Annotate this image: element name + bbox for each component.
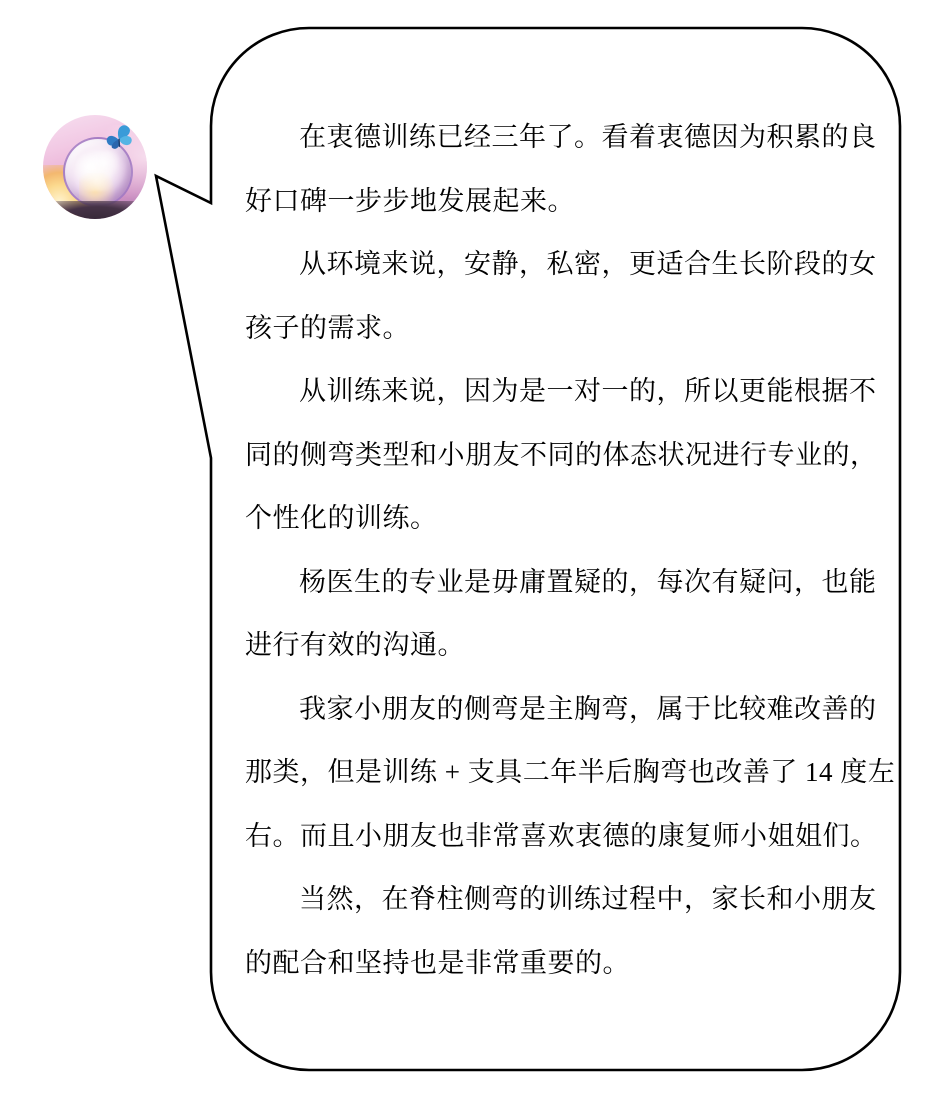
bubble-text-line: 从环境来说，安静，私密，更适合生长阶段的女: [299, 249, 877, 279]
bubble-text-line: 从训练来说，因为是一对一的，所以更能根据不: [299, 376, 877, 406]
bubble-text-line: 进行有效的沟通。: [245, 630, 465, 660]
bubble-text-line: 在衷德训练已经三年了。看着衷德因为积累的良: [299, 122, 877, 152]
bubble-text-line: 的配合和坚持也是非常重要的。: [245, 947, 630, 978]
bubble-text-line: 好口碑一步步地发展起来。: [245, 185, 575, 216]
avatar: [43, 115, 147, 219]
dandelion-fluff: [75, 151, 119, 191]
bubble-text-line: 同的侧弯类型和小朋友不同的体态状况进行专业的，: [245, 439, 878, 470]
testimonial-text: [245, 106, 896, 995]
bubble-text-line: 当然，在脊柱侧弯的训练过程中，家长和小朋友: [299, 884, 877, 914]
ground-silhouette: [43, 201, 147, 219]
butterfly-icon: [101, 119, 139, 157]
bubble-text-line: 右。而且小朋友也非常喜欢衷德的康复师小姐姐们。: [245, 820, 878, 851]
bubble-text-line: 个性化的训练。: [245, 503, 438, 533]
bubble-text-line: 那类，但是训练 + 支具二年半后胸弯也改善了 14 度左: [245, 757, 896, 787]
bubble-text-line: 孩子的需求。: [245, 312, 410, 343]
bubble-text-line: 杨医生的专业是毋庸置疑的，每次有疑问，也能: [299, 566, 877, 597]
bubble-text-line: 我家小朋友的侧弯是主胸弯，属于比较难改善的: [299, 693, 877, 724]
